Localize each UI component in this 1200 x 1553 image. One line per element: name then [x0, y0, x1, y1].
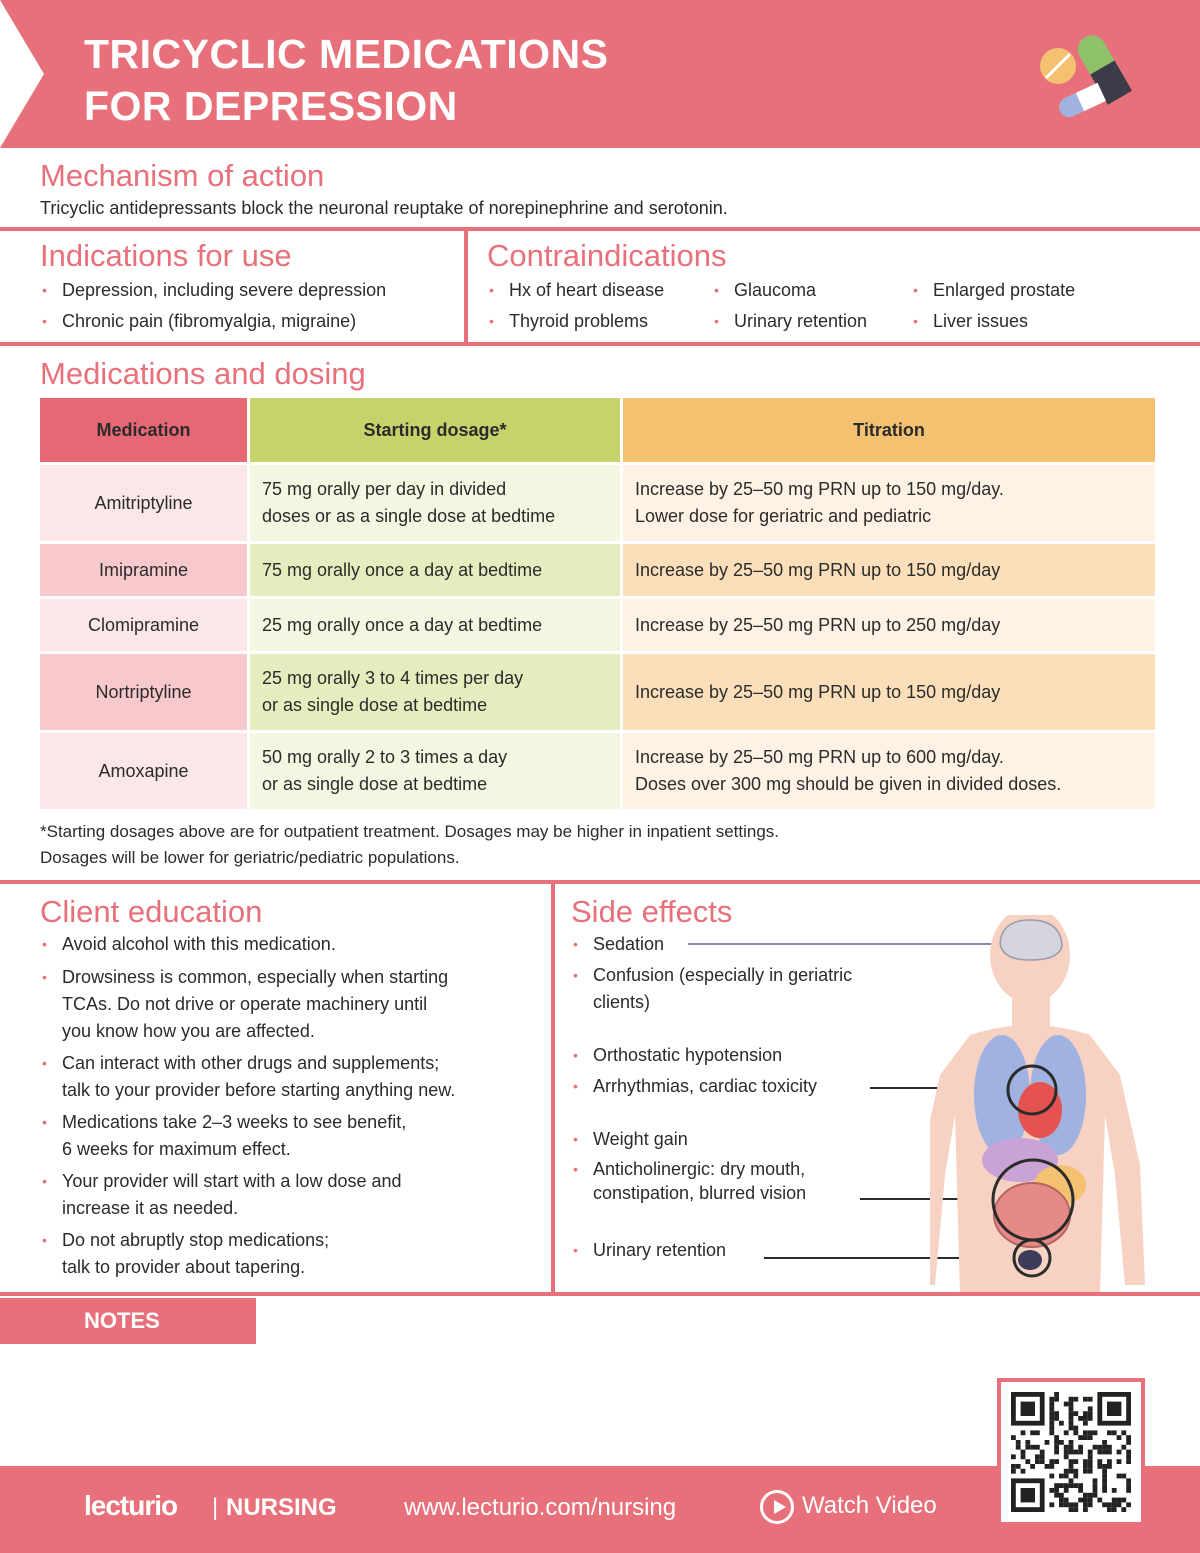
list-item: • Arrhythmias, cardiac toxicity	[571, 1073, 852, 1100]
list-item: • Confusion (especially in geriatric clients)	[571, 962, 852, 1016]
titration: Increase by 25–50 mg PRN up to 150 mg/day. Lower dose for geriatric and pediatric	[623, 465, 1155, 541]
starting-dosage: 75 mg orally once a day at bedtime	[250, 544, 620, 596]
table-row	[40, 733, 1155, 809]
starting-dosage: 50 mg orally 2 to 3 times a day or as single dose at bedtime	[250, 733, 620, 809]
notes-label: NOTES	[84, 1308, 160, 1333]
medication-name: Nortriptyline	[40, 654, 247, 730]
titration: Increase by 25–50 mg PRN up to 600 mg/day. Doses over 300 mg should be given in divided doses.	[623, 733, 1155, 809]
contraindications-list-1	[487, 277, 664, 335]
list-item: • Orthostatic hypotension	[571, 1042, 852, 1069]
list-item: • Urinary retention	[712, 308, 867, 335]
divider	[551, 880, 555, 1294]
divider	[0, 227, 1200, 231]
dosing-table	[40, 398, 1155, 812]
list-item: • Avoid alcohol with this medication.	[40, 931, 455, 958]
footnote: *Starting dosages above are for outpatient treatment. Dosages may be higher in inpatient settings.	[40, 822, 780, 841]
list-item: • Liver issues	[911, 308, 1075, 335]
list-item: • Drowsiness is common, especially when starting TCAs. Do not drive or operate machinery until you know how you are affected.	[40, 964, 455, 1045]
titration: Increase by 25–50 mg PRN up to 150 mg/day	[623, 654, 1155, 730]
footer-separator: |	[212, 1494, 219, 1521]
list-item: • Thyroid problems	[487, 308, 664, 335]
divider	[0, 342, 1200, 346]
contraindications-title: Contraindications	[487, 238, 727, 273]
starting-dosage: 25 mg orally once a day at bedtime	[250, 599, 620, 651]
dosing-title: Medications and dosing	[40, 356, 366, 391]
footnote: Dosages will be lower for geriatric/pediatric populations.	[40, 848, 460, 867]
titration: Increase by 25–50 mg PRN up to 150 mg/day	[623, 544, 1155, 596]
header-titration: Titration	[623, 398, 1155, 462]
education-list	[40, 931, 455, 1281]
human-body-illustration	[930, 915, 1190, 1295]
notes-tab	[0, 1298, 256, 1344]
list-item: • Urinary retention	[571, 1237, 852, 1264]
indications-title: Indications for use	[40, 238, 292, 273]
list-item: • Medications take 2–3 weeks to see benefit, 6 weeks for maximum effect.	[40, 1109, 455, 1163]
list-item: • Sedation	[571, 931, 852, 958]
divider	[0, 880, 1200, 884]
list-item: • Can interact with other drugs and supplements; talk to your provider before starting anything new.	[40, 1050, 455, 1104]
list-item: • Enlarged prostate	[911, 277, 1075, 304]
watch-video-link[interactable]: Watch Video	[802, 1492, 937, 1519]
qr-code[interactable]	[997, 1378, 1145, 1526]
mechanism-text: Tricyclic antidepressants block the neuronal reuptake of norepinephrine and serotonin.	[40, 198, 728, 218]
list-item: • Your provider will start with a low dose and increase it as needed.	[40, 1168, 455, 1222]
divider	[464, 227, 468, 345]
medication-name: Amoxapine	[40, 733, 247, 809]
list-item: • Chronic pain (fibromyalgia, migraine)	[40, 308, 386, 335]
footer-brand: NURSING	[226, 1494, 337, 1521]
education-title: Client education	[40, 894, 263, 929]
list-item: • Depression, including severe depression	[40, 277, 386, 304]
header-medication: Medication	[40, 398, 247, 462]
medication-name: Amitriptyline	[40, 465, 247, 541]
list-item: • Anticholinergic: dry mouth, constipation, blurred vision	[571, 1157, 852, 1205]
qr-code-icon	[1001, 1382, 1141, 1522]
table-row	[40, 465, 1155, 541]
indications-list	[40, 277, 386, 335]
header-chevron	[0, 0, 44, 148]
list-item: • Glaucoma	[712, 277, 867, 304]
table-row	[40, 654, 1155, 730]
medication-name: Imipramine	[40, 544, 247, 596]
contraindications-list-3	[911, 277, 1075, 335]
page-title: TRICYCLIC MEDICATIONS FOR DEPRESSION	[84, 31, 609, 129]
table-row	[40, 599, 1155, 651]
divider	[0, 1292, 1200, 1296]
play-icon[interactable]	[760, 1490, 794, 1524]
list-item: • Hx of heart disease	[487, 277, 664, 304]
titration: Increase by 25–50 mg PRN up to 250 mg/day	[623, 599, 1155, 651]
mechanism-title: Mechanism of action	[40, 158, 325, 193]
header-starting-dosage: Starting dosage*	[250, 398, 620, 462]
lecturio-logo: lecturio	[84, 1490, 178, 1521]
list-item: • Weight gain	[571, 1126, 852, 1153]
page-header	[0, 0, 1200, 148]
footer-url-link[interactable]: www.lecturio.com/nursing	[404, 1494, 677, 1521]
starting-dosage: 75 mg orally per day in divided doses or as a single dose at bedtime	[250, 465, 620, 541]
side-effects-title: Side effects	[571, 894, 733, 929]
medication-name: Clomipramine	[40, 599, 247, 651]
table-row	[40, 544, 1155, 596]
contraindications-list-2	[712, 277, 867, 335]
list-item: • Do not abruptly stop medications; talk to provider about tapering.	[40, 1227, 455, 1281]
pills-icon	[1030, 26, 1140, 122]
starting-dosage: 25 mg orally 3 to 4 times per day or as single dose at bedtime	[250, 654, 620, 730]
table-header-row	[40, 398, 1155, 462]
